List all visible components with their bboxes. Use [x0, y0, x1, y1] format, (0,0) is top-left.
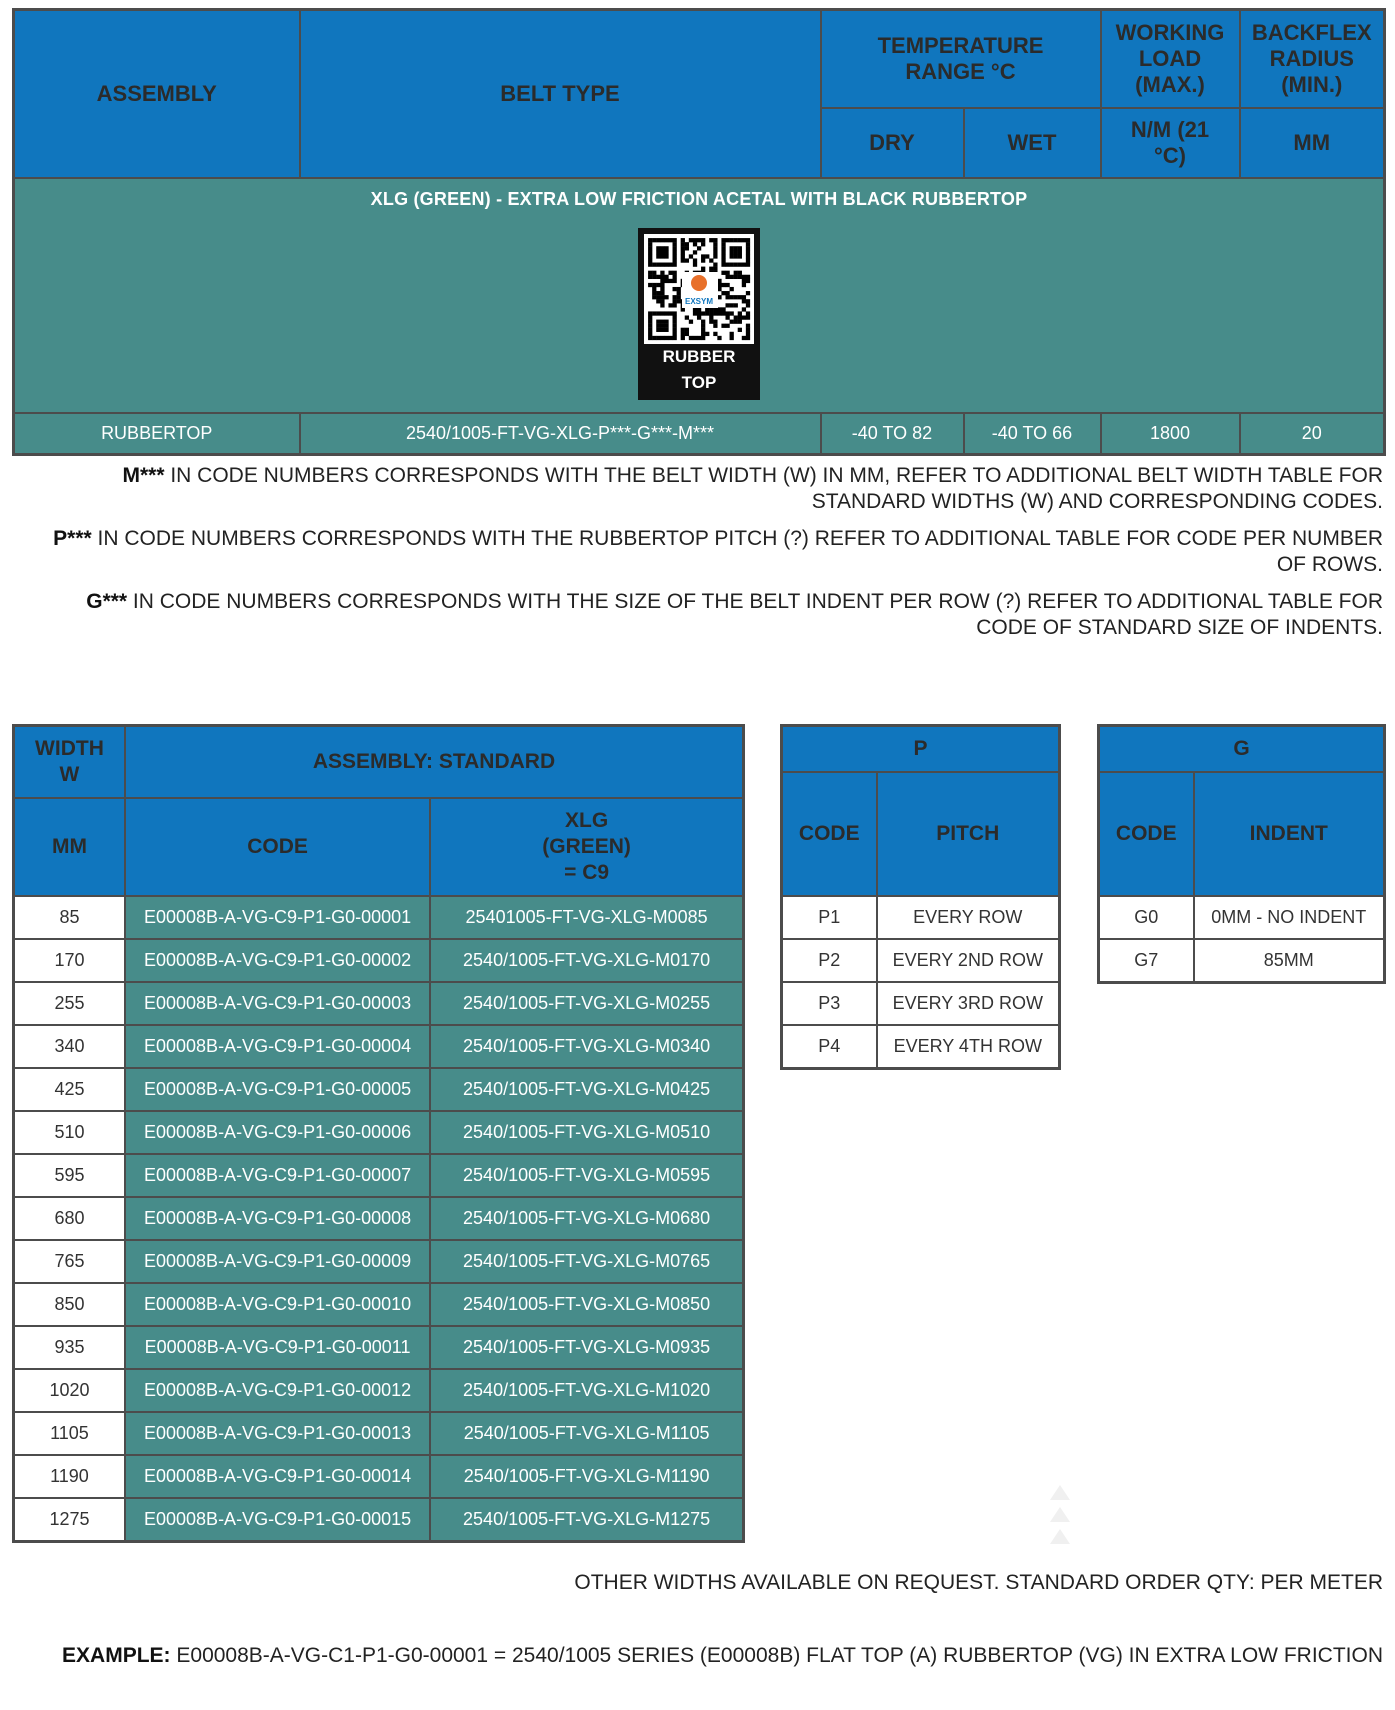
pitch-table-body [782, 896, 1060, 1069]
note-m-text: IN CODE NUMBERS CORRESPONDS WITH THE BELT WIDTH (W) IN MM, REFER TO ADDITIONAL BELT WIDTH TABLE FOR STANDARD WIDTHS (W) AND CORRESPONDING CODES. [164, 464, 1383, 513]
note-g-key: G*** [86, 590, 128, 613]
width-cell: 850 [14, 1283, 125, 1326]
indent-value-cell: 0MM - NO INDENT [1194, 896, 1385, 939]
indent-code-cell: G7 [1099, 939, 1194, 983]
pitch-row [782, 982, 1060, 1025]
note-g-text: IN CODE NUMBERS CORRESPONDS WITH THE SIZE OF THE BELT INDENT PER ROW (?) REFER TO ADDITIONAL TABLE FOR CODE OF STANDARD SIZE OF INDENTS. [127, 590, 1383, 639]
pitch-code-cell: P3 [782, 982, 877, 1025]
row-backflex: 20 [1240, 413, 1385, 455]
row-belt-type: 2540/1005-FT-VG-XLG-P***-G***-M*** [300, 413, 821, 455]
pitch-row [782, 1025, 1060, 1069]
width-row [14, 1455, 744, 1498]
xlg-code-cell: 2540/1005-FT-VG-XLG-M0935 [430, 1326, 743, 1369]
example-text: E00008B-A-VG-C1-P1-G0-00001 = 2540/1005 SERIES (E00008B) FLAT TOP (A) RUBBERTOP (VG) IN EXTRA LOW FRICTION [170, 1644, 1383, 1667]
header-working-load [1101, 10, 1240, 108]
width-code-table [12, 724, 745, 1543]
row-temp-wet: -40 TO 66 [964, 413, 1101, 455]
note-m-code [40, 463, 1383, 515]
header-load-unit [1101, 108, 1240, 178]
qr-logo-text: EXSYM [684, 296, 714, 306]
xlg-code-cell: 2540/1005-FT-VG-XLG-M0425 [430, 1068, 743, 1111]
header-wet: WET [964, 108, 1101, 178]
code-cell: E00008B-A-VG-C9-P1-G0-00010 [125, 1283, 430, 1326]
pitch-code-cell: P2 [782, 939, 877, 982]
code-cell: E00008B-A-VG-C9-P1-G0-00003 [125, 982, 430, 1025]
header-assembly: ASSEMBLY [14, 10, 300, 178]
width-row [14, 1283, 744, 1326]
example-label: EXAMPLE: [62, 1644, 171, 1667]
g-header-code: CODE [1099, 772, 1194, 896]
code-cell: E00008B-A-VG-C9-P1-G0-00011 [125, 1326, 430, 1369]
width-cell: 680 [14, 1197, 125, 1240]
width-cell: 1105 [14, 1412, 125, 1455]
section-title: XLG (GREEN) - EXTRA LOW FRICTION ACETAL WITH BLACK RUBBERTOP [370, 188, 1028, 209]
xlg-code-cell: 2540/1005-FT-VG-XLG-M0595 [430, 1154, 743, 1197]
header-load-unit-label: N/M (21 °C) [1130, 116, 1210, 168]
note-m-key: M*** [122, 464, 165, 487]
indent-code-table [1097, 724, 1386, 984]
pitch-value-cell: EVERY 2ND ROW [877, 939, 1060, 982]
width-cell: 1020 [14, 1369, 125, 1412]
width-table-body [14, 896, 744, 1542]
header-assembly-standard: ASSEMBLY: STANDARD [125, 726, 744, 798]
xlg-code-cell: 2540/1005-FT-VG-XLG-M0765 [430, 1240, 743, 1283]
header-temperature-label: TEMPERATURE RANGE °C [877, 32, 1044, 84]
header-working-load-label: WORKING LOAD (MAX.) [1115, 19, 1225, 97]
xlg-code-cell: 2540/1005-FT-VG-XLG-M0850 [430, 1283, 743, 1326]
width-cell: 170 [14, 939, 125, 982]
indent-value-cell: 85MM [1194, 939, 1385, 983]
pitch-value-cell: EVERY 3RD ROW [877, 982, 1060, 1025]
header-xlg-green [430, 798, 743, 896]
indent-row [1099, 896, 1385, 939]
width-row [14, 1369, 744, 1412]
row-working-load: 1800 [1101, 413, 1240, 455]
xlg-code-cell: 2540/1005-FT-VG-XLG-M1020 [430, 1369, 743, 1412]
code-cell: E00008B-A-VG-C9-P1-G0-00008 [125, 1197, 430, 1240]
width-cell: 255 [14, 982, 125, 1025]
code-cell: E00008B-A-VG-C9-P1-G0-00007 [125, 1154, 430, 1197]
header-backflex-radius [1240, 10, 1385, 108]
pitch-value-cell: EVERY 4TH ROW [877, 1025, 1060, 1069]
width-cell: 935 [14, 1326, 125, 1369]
xlg-code-cell: 2540/1005-FT-VG-XLG-M1105 [430, 1412, 743, 1455]
belt-spec-table [12, 8, 1386, 456]
row-temp-dry: -40 TO 82 [821, 413, 964, 455]
width-row [14, 1111, 744, 1154]
width-row [14, 1197, 744, 1240]
width-cell: 1275 [14, 1498, 125, 1542]
note-p-text: IN CODE NUMBERS CORRESPONDS WITH THE RUBBERTOP PITCH (?) REFER TO ADDITIONAL TABLE FOR CODE PER NUMBER OF ROWS. [91, 527, 1383, 576]
width-row [14, 1154, 744, 1197]
indent-row [1099, 939, 1385, 983]
p-header-pitch: PITCH [877, 772, 1060, 896]
width-row [14, 1326, 744, 1369]
note-p-code [40, 526, 1383, 578]
xlg-code-cell: 2540/1005-FT-VG-XLG-M1275 [430, 1498, 743, 1542]
width-cell: 510 [14, 1111, 125, 1154]
code-cell: E00008B-A-VG-C9-P1-G0-00009 [125, 1240, 430, 1283]
width-cell: 85 [14, 896, 125, 939]
xlg-code-cell: 2540/1005-FT-VG-XLG-M0680 [430, 1197, 743, 1240]
header-mm: MM [14, 798, 125, 896]
width-row [14, 1412, 744, 1455]
header-xlg-label: XLG (GREEN) = C9 [542, 808, 631, 884]
g-table-title: G [1099, 726, 1385, 772]
pitch-code-cell: P4 [782, 1025, 877, 1069]
width-row [14, 1240, 744, 1283]
xlg-code-cell: 25401005-FT-VG-XLG-M0085 [430, 896, 743, 939]
pitch-value-cell: EVERY ROW [877, 896, 1060, 939]
pitch-row [782, 896, 1060, 939]
width-row [14, 1025, 744, 1068]
width-row [14, 1498, 744, 1542]
xlg-code-cell: 2540/1005-FT-VG-XLG-M0170 [430, 939, 743, 982]
code-cell: E00008B-A-VG-C9-P1-G0-00015 [125, 1498, 430, 1542]
header-dry: DRY [821, 108, 964, 178]
width-row [14, 896, 744, 939]
pitch-code-cell: P1 [782, 896, 877, 939]
width-cell: 1190 [14, 1455, 125, 1498]
code-cell: E00008B-A-VG-C9-P1-G0-00014 [125, 1455, 430, 1498]
other-widths-note: OTHER WIDTHS AVAILABLE ON REQUEST. STANDARD ORDER QTY: PER METER [574, 1571, 1383, 1594]
header-backflex-label: BACKFLEX RADIUS (MIN.) [1251, 19, 1372, 97]
pitch-code-table [780, 724, 1061, 1070]
indent-code-cell: G0 [1099, 896, 1194, 939]
watermark-graphic [1040, 1475, 1120, 1555]
header-temperature-range [821, 10, 1101, 108]
width-cell: 425 [14, 1068, 125, 1111]
code-cell: E00008B-A-VG-C9-P1-G0-00001 [125, 896, 430, 939]
header-backflex-unit: MM [1240, 108, 1385, 178]
code-cell: E00008B-A-VG-C9-P1-G0-00006 [125, 1111, 430, 1154]
code-cell: E00008B-A-VG-C9-P1-G0-00002 [125, 939, 430, 982]
xlg-code-cell: 2540/1005-FT-VG-XLG-M0510 [430, 1111, 743, 1154]
width-row [14, 982, 744, 1025]
qr-caption: RUBBER TOP [662, 346, 736, 392]
xlg-code-cell: 2540/1005-FT-VG-XLG-M0255 [430, 982, 743, 1025]
code-cell: E00008B-A-VG-C9-P1-G0-00005 [125, 1068, 430, 1111]
p-table-title: P [782, 726, 1060, 772]
code-cell: E00008B-A-VG-C9-P1-G0-00012 [125, 1369, 430, 1412]
note-g-code [40, 589, 1383, 641]
xlg-code-cell: 2540/1005-FT-VG-XLG-M0340 [430, 1025, 743, 1068]
xlg-code-cell: 2540/1005-FT-VG-XLG-M1190 [430, 1455, 743, 1498]
width-row [14, 939, 744, 982]
code-cell: E00008B-A-VG-C9-P1-G0-00004 [125, 1025, 430, 1068]
width-cell: 765 [14, 1240, 125, 1283]
header-belt-type: BELT TYPE [300, 10, 821, 178]
note-p-key: P*** [53, 527, 92, 550]
header-width-w [14, 726, 125, 798]
pitch-row [782, 939, 1060, 982]
p-header-code: CODE [782, 772, 877, 896]
header-code: CODE [125, 798, 430, 896]
row-assembly: RUBBERTOP [14, 413, 300, 455]
qr-code-badge[interactable] [638, 228, 760, 400]
section-xlg-green [14, 178, 1385, 413]
code-cell: E00008B-A-VG-C9-P1-G0-00013 [125, 1412, 430, 1455]
example-note [62, 1643, 1383, 1669]
g-header-indent: INDENT [1194, 772, 1385, 896]
header-width-label: WIDTH W [35, 736, 104, 786]
width-cell: 340 [14, 1025, 125, 1068]
indent-table-body [1099, 896, 1385, 983]
width-row [14, 1068, 744, 1111]
qr-code-icon [644, 234, 754, 344]
width-cell: 595 [14, 1154, 125, 1197]
